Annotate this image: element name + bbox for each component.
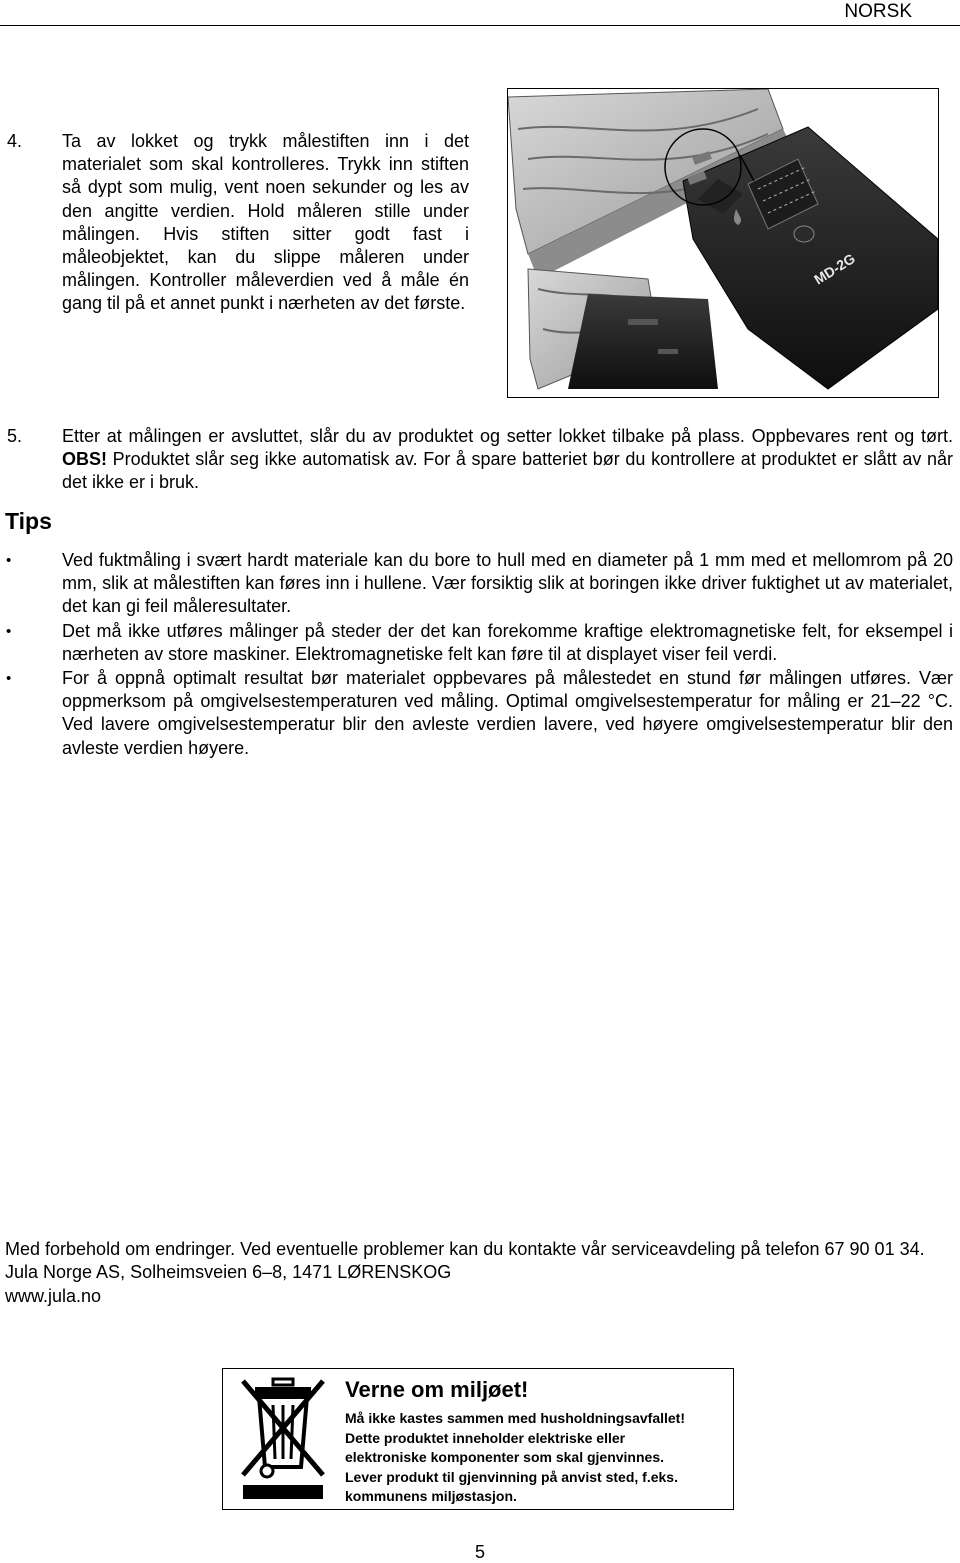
tip-text: Det må ikke utføres målinger på steder der det kan forekomme kraftige elektromagnetiske felt, for eksempel i nærheten av store maskiner. Elektromagnetiske felt kan føre til at displayet viser feil verdi.	[62, 620, 953, 664]
crossed-bin-icon	[237, 1375, 329, 1503]
moisture-meter-illustration	[508, 89, 938, 397]
bullet-icon: •	[6, 670, 12, 688]
step-text-part: Produktet slår seg ikke automatisk av. For å spare batteriet bør du kontrollere at produktet er slått av når det ikke er i bruk.	[62, 449, 953, 493]
tip-text: For å oppnå optimalt resultat bør materialet oppbevares på målestedet en stund før målingen utføres. Vær oppmerksom på omgivelsestemperaturen ved måling. Optimal omgivelsestemperatur for måling er 21–22 °C. Ved lavere omgivelsestemperatur blir den avleste verdien lavere, ved høyere omgivelsestemperatur blir den avleste verdien høyere.	[62, 668, 953, 758]
obs-label: OBS!	[62, 449, 107, 470]
language-label: NORSK	[844, 1, 912, 22]
step-5	[7, 425, 953, 495]
tip-text: Ved fuktmåling i svært hardt materiale kan du bore to hull med en diameter på 1 mm med et mellomrom på 20 mm, slik at målestiften kan føres inn i hullene. Vær forsiktig slik at boringen ikke driver fuktighet ut av materialet, det kan gi feil måleresultater.	[62, 550, 953, 617]
step-text-part: Etter at målingen er avsluttet, slår du av produktet og setter lokket tilbake på plass. Oppbevares rent og tørt.	[62, 426, 953, 446]
contact-info	[5, 1238, 955, 1308]
website-link[interactable]: www.jula.no	[5, 1285, 102, 1306]
step-4	[7, 130, 469, 316]
page-number: 5	[474, 1542, 485, 1562]
bullet-icon: •	[6, 622, 12, 640]
environment-line: Må ikke kastes sammen med husholdningsavfallet!	[345, 1410, 686, 1426]
step-text	[62, 425, 953, 495]
step-text: Ta av lokket og trykk målestiften inn i det materialet som skal kontrolleres. Trykk inn stiften så dypt som mulig, vent noen sekunder og les av den angitte verdien. Hold måleren stille under målingen. Hvis stiften sitter godt fast i måleobjektet, kan du slippe måleren under målingen. Kontroller måleverdien ved å måle én gang til på et annet punkt i nærheten av det første.	[62, 131, 469, 314]
tips-list	[0, 549, 953, 761]
environment-line: Dette produktet inneholder elektriske eller	[345, 1429, 626, 1446]
environment-line: kommunens miljøstasjon.	[345, 1488, 517, 1505]
environment-text	[345, 1377, 730, 1507]
product-photo	[507, 88, 939, 398]
bullet-icon: •	[6, 552, 12, 569]
tip-item	[0, 620, 953, 666]
environment-notice	[222, 1368, 734, 1510]
step-number: 5.	[7, 426, 23, 446]
device-model-label: MD-2G	[811, 250, 858, 288]
step-number: 4.	[7, 131, 23, 151]
environment-line: elektroniske komponenter som skal gjenvinnes.	[345, 1449, 664, 1466]
environment-line: Lever produkt til gjenvinning på anvist sted, f.eks.	[345, 1468, 678, 1485]
company-address: Jula Norge AS, Solheimsveien 6–8, 1471 LØRENSKOG	[5, 1262, 452, 1283]
tip-item	[0, 549, 953, 619]
page-header	[0, 0, 960, 26]
tip-item	[0, 667, 953, 760]
environment-title: Verne om miljøet!	[345, 1377, 529, 1402]
contact-text: Med forbehold om endringer. Ved eventuelle problemer kan du kontakte vår serviceavdeling på telefon 67 90 01 34.	[5, 1239, 925, 1259]
tips-heading: Tips	[5, 508, 52, 534]
